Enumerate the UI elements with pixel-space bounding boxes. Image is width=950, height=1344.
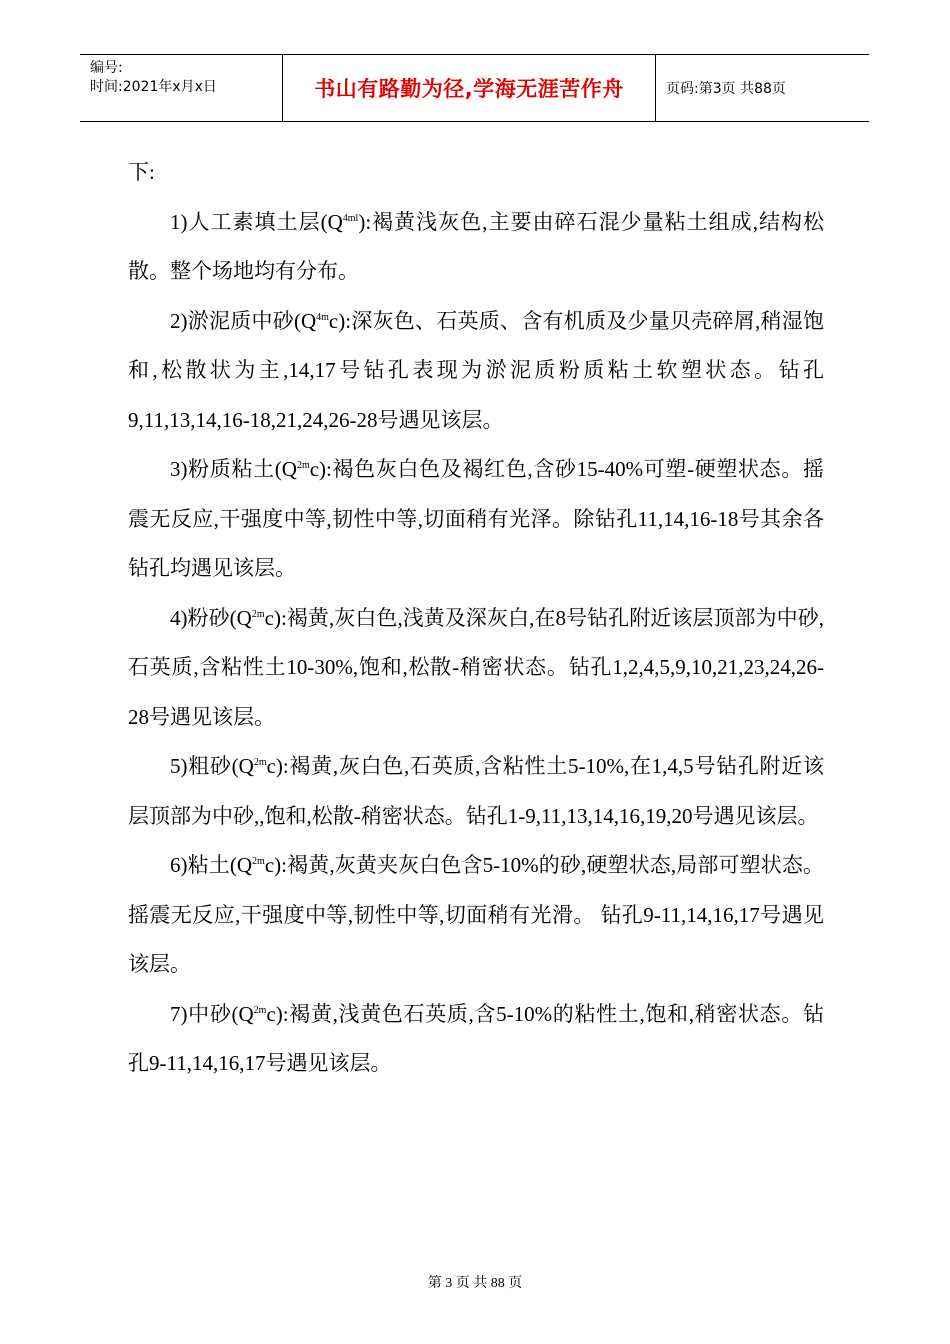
page-footer: 第 3 页 共 88 页	[427, 1276, 523, 1291]
layer-text: 1)人工素填土层(Q	[170, 209, 343, 234]
layer-paragraph	[128, 445, 824, 594]
layer-text: 3)粉质粘土(Q	[170, 457, 297, 481]
layer-paragraph	[128, 742, 824, 841]
layer-superscript: 2m	[252, 856, 265, 867]
layer-superscript: 2m	[251, 608, 265, 620]
layer-text: 4)粉砂(Q	[170, 605, 252, 630]
layer-text: ):褐黄浅灰色,主要由碎石混少量粘土组成,结构松散。整个场地均有分布。	[128, 209, 824, 283]
layer-text: c):深灰色、石英质、含有机质及少量贝壳碎屑,稍湿饱和,松散状为主,14,17号钻孔表现为淤泥质粉质粘土软塑状态。钻孔9,11,13,14,16-18,21,24,26-28号遇见该层。	[128, 308, 824, 432]
layer-paragraph	[128, 198, 824, 297]
layer-superscript: 4m	[316, 311, 329, 323]
header-page-code: 页码:第3页 共88页	[666, 81, 786, 97]
layer-text: 5)粗砂(Q	[170, 754, 254, 778]
layer-text: c):褐黄,灰白色,石英质,含粘性土5-10%,在1,4,5号钻孔附近该层顶部为中砂,,饱和,松散-稍密状态。钻孔1-9,11,13,14,16,19,20号遇见该层。	[128, 754, 824, 828]
layer-paragraph	[128, 841, 824, 990]
layer-text: c):褐黄,灰黄夹灰白色含5-10%的砂,硬塑状态,局部可塑状态。摇震无反应,干强度中等,韧性中等,切面稍有光滑。 钻孔9-11,14,16,17号遇见该层。	[128, 853, 825, 976]
layer-text: 7)中砂(Q	[170, 1001, 254, 1026]
lead-text: 下:	[128, 160, 155, 184]
layer-superscript: 2m	[253, 1004, 267, 1016]
layer-text: 2)淤泥质中砂(Q	[170, 308, 317, 333]
layer-text: c):褐黄,浅黄色石英质,含5-10%的粘性土,饱和,稍密状态。钻孔9-11,14,16,17号遇见该层。	[128, 1001, 824, 1075]
layer-text: 6)粘土(Q	[170, 853, 253, 877]
date-label: 时间:2021年x月x日	[90, 79, 217, 95]
layer-superscript: 2m	[296, 460, 310, 471]
layer-superscript: 2m	[253, 757, 267, 768]
layer-paragraph	[128, 990, 824, 1089]
page-header	[80, 54, 869, 122]
layer-superscript: 4ml	[342, 212, 359, 224]
header-motto: 书山有路勤为径,学海无涯苦作舟	[282, 55, 656, 121]
header-meta	[80, 55, 282, 121]
layer-text: c):褐黄,灰白色,浅黄及深灰白,在8号钻孔附近该层顶部为中砂,石英质,含粘性土10-30%,饱和,松散-稍密状态。钻孔1,2,4,5,9,10,21,23,24,26-28号遇见该层。	[128, 605, 824, 729]
document-body	[128, 148, 824, 1089]
doc-number-label: 编号:	[90, 60, 123, 76]
layer-text: c):褐色灰白色及褐红色,含砂15-40%可塑-硬塑状态。摇震无反应,干强度中等,韧性中等,切面稍有光泽。除钻孔11,14,16-18号其余各钻孔均遇见该层。	[128, 457, 824, 580]
layer-paragraph	[128, 297, 824, 446]
layer-paragraph	[128, 594, 824, 743]
